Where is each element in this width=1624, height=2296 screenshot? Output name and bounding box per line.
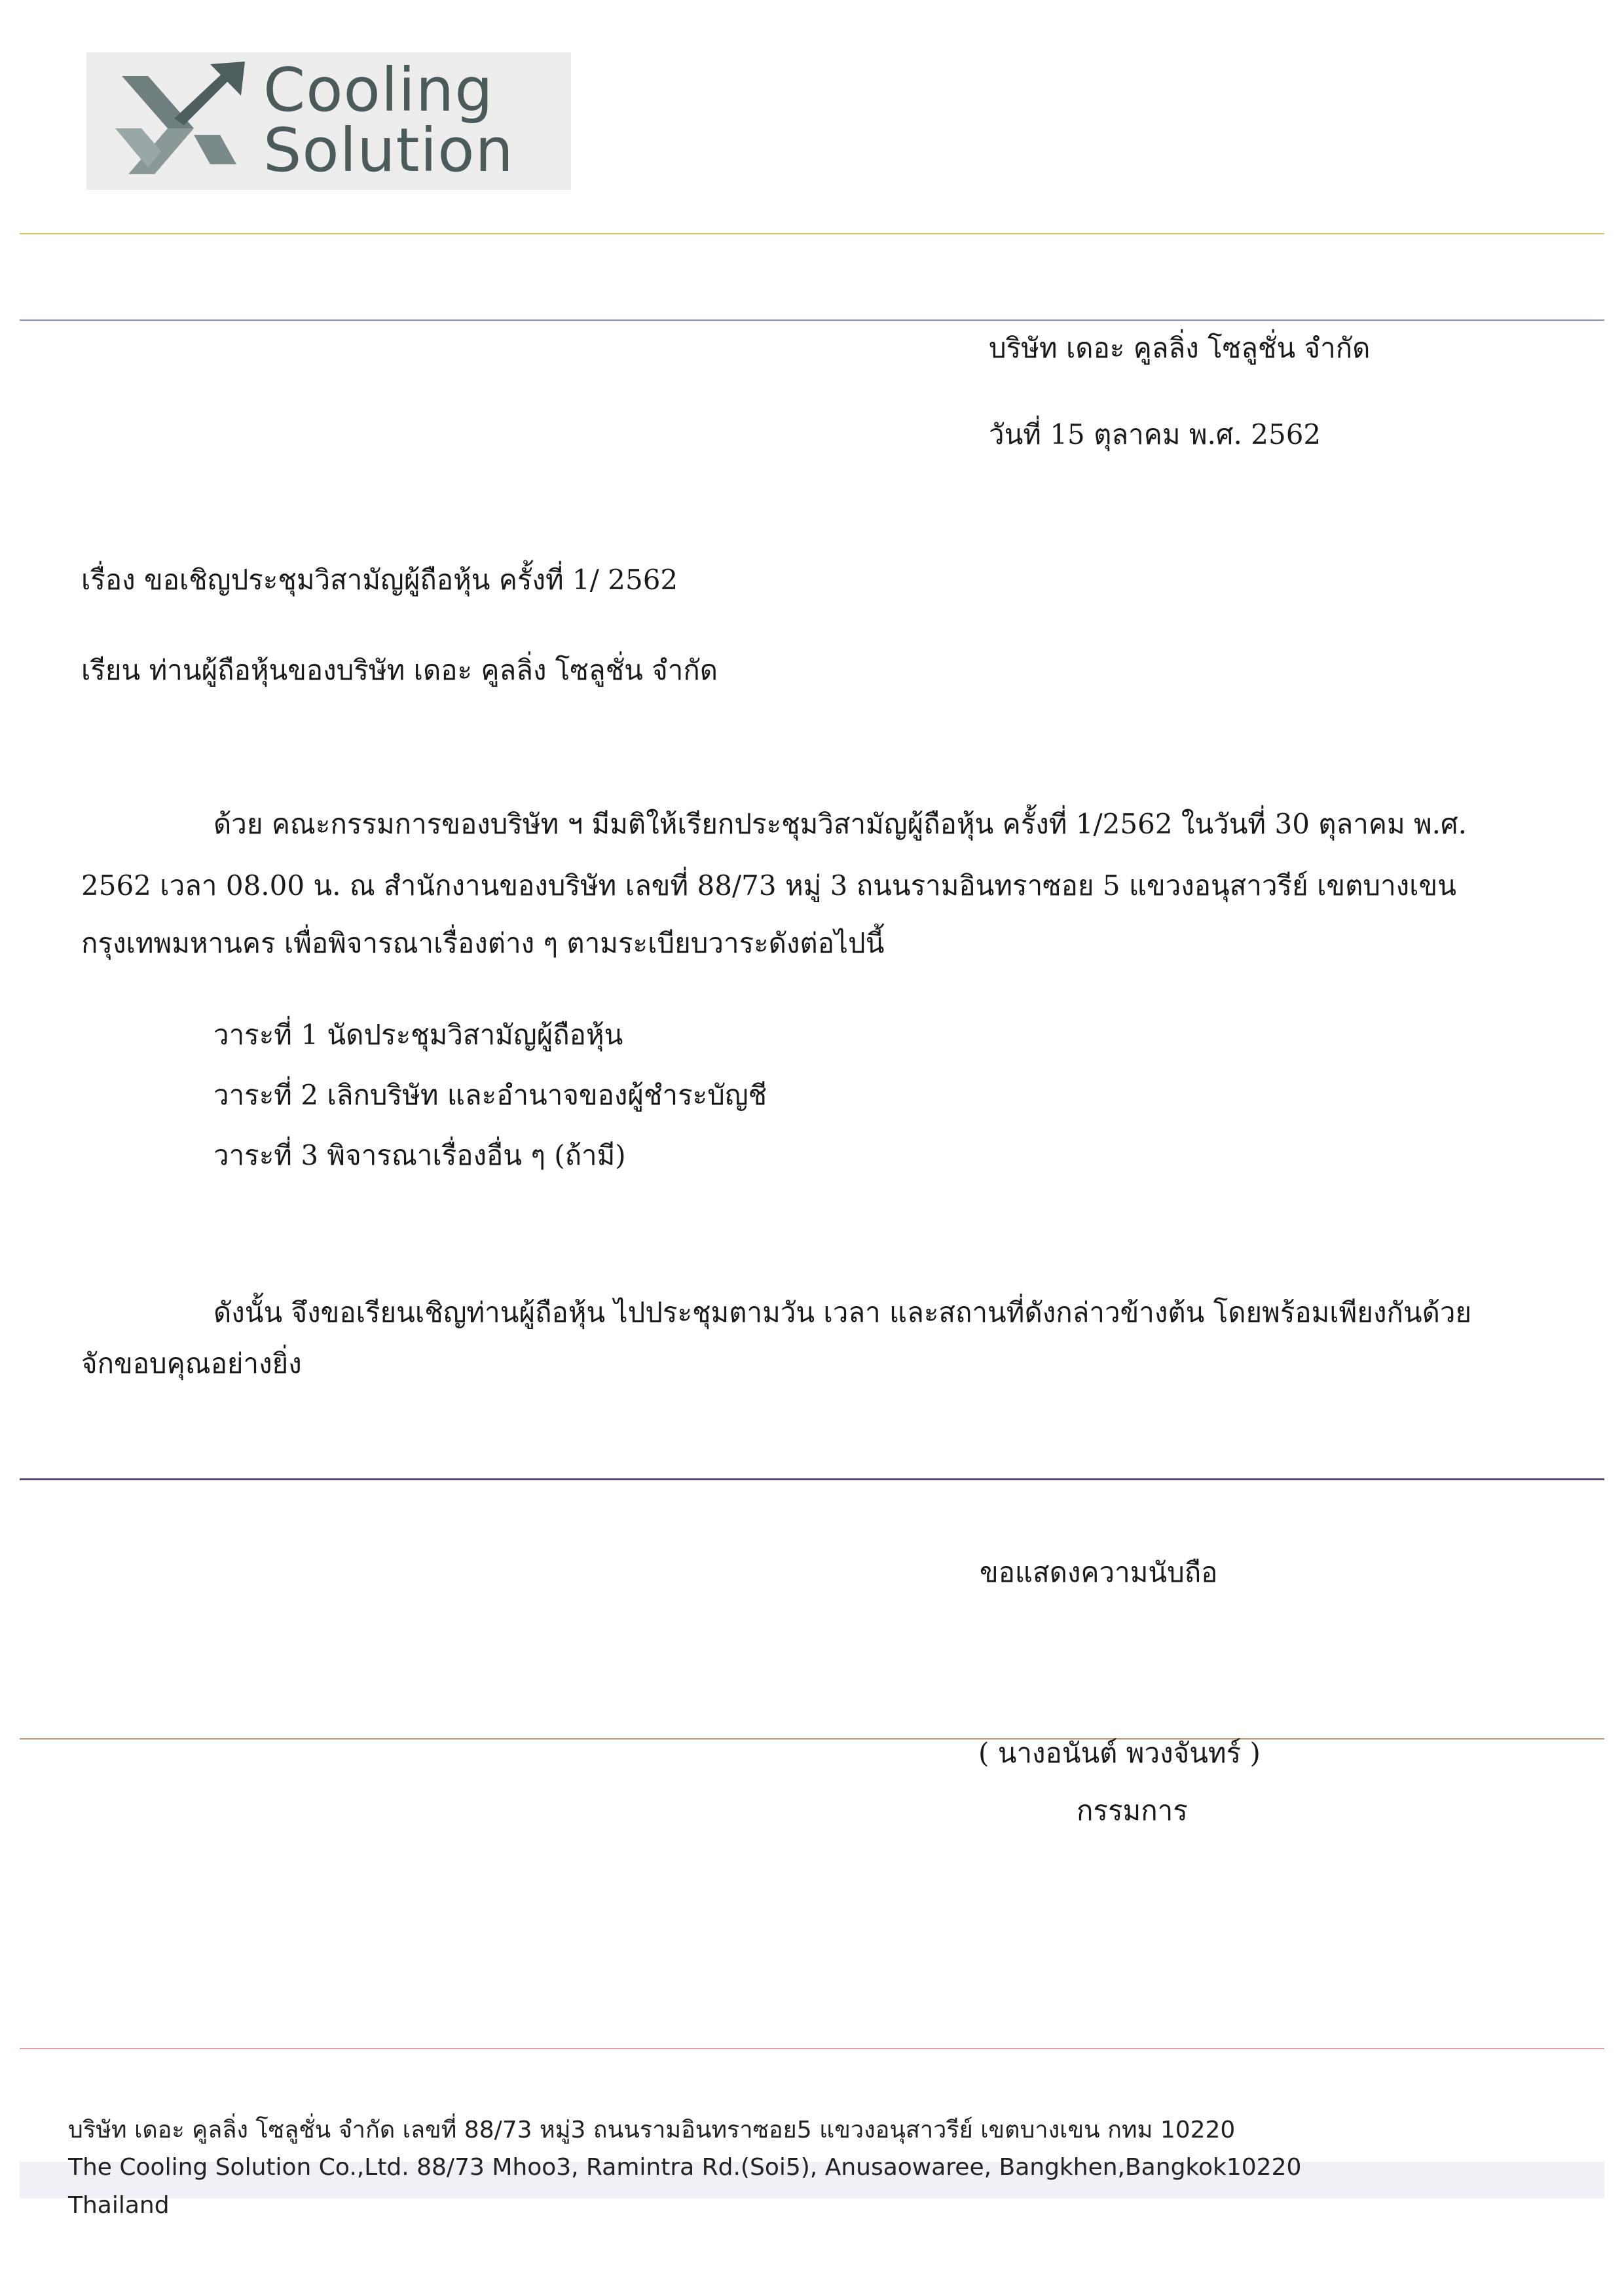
signer-name: ( นางอนันต์ พวงจันทร์ ) bbox=[978, 1737, 1261, 1769]
logo-word-solution: Solution bbox=[263, 115, 514, 185]
body-paragraph-line: ด้วย คณะกรรมการของบริษัท ฯ มีมติให้เรียกประชุมวิสามัญผู้ถือหุ้น ครั้งที่ 1/2562 ในวันที่ 30 ตุลาคม พ.ศ. bbox=[213, 808, 1467, 840]
divider-rule bbox=[20, 319, 1604, 321]
company-logo bbox=[86, 52, 571, 190]
agenda-item: วาระที่ 3 พิจารณาเรื่องอื่น ๆ (ถ้ามี) bbox=[213, 1139, 626, 1171]
divider-rule bbox=[20, 1738, 1604, 1740]
divider-rule bbox=[20, 1478, 1604, 1480]
agenda-item: วาระที่ 1 นัดประชุมวิสามัญผู้ถือหุ้น bbox=[213, 1019, 623, 1051]
closing-paragraph-line: จักขอบคุณอย่างยิ่ง bbox=[81, 1347, 302, 1379]
letter-date: วันที่ 15 ตุลาคม พ.ศ. 2562 bbox=[989, 418, 1321, 450]
footer-address-thai: บริษัท เดอะ คูลลิ่ง โซลูชั่น จำกัด เลขที่ 88/73 หมู่3 ถนนรามอินทราซอย5 แขวงอนุสาวรีย์ เขตบางเขน กทม 10220 bbox=[68, 2117, 1236, 2143]
footer-address-country: Thailand bbox=[68, 2192, 170, 2219]
logo-word-cooling: Cooling bbox=[263, 55, 494, 125]
letter-recipient: เรียน ท่านผู้ถือหุ้นของบริษัท เดอะ คูลลิ่ง โซลูชั่น จำกัด bbox=[81, 654, 718, 686]
company-name-header: บริษัท เดอะ คูลลิ่ง โซลูชั่น จำกัด bbox=[989, 332, 1371, 364]
signer-title: กรรมการ bbox=[1077, 1795, 1188, 1827]
letter-subject: เรื่อง ขอเชิญประชุมวิสามัญผู้ถือหุ้น ครั้งที่ 1/ 2562 bbox=[81, 564, 678, 596]
body-paragraph-line: 2562 เวลา 08.00 น. ณ สำนักงานของบริษัท เลขที่ 88/73 หมู่ 3 ถนนรามอินทราซอย 5 แขวงอนุสาวรีย์ เขตบางเขน bbox=[81, 869, 1456, 902]
agenda-item: วาระที่ 2 เลิกบริษัท และอำนาจของผู้ชำระบัญชี bbox=[213, 1079, 767, 1111]
cooling-arrow-logo-icon bbox=[96, 56, 259, 187]
closing-paragraph-line: ดังนั้น จึงขอเรียนเชิญท่านผู้ถือหุ้น ไปประชุมตามวัน เวลา และสถานที่ดังกล่าวข้างต้น โดยพร้อมเพียงกันด้วย bbox=[213, 1296, 1472, 1328]
footer-address-english: The Cooling Solution Co.,Ltd. 88/73 Mhoo3, Ramintra Rd.(Soi5), Anusaowaree, Bangkhen,Bangkok10220 bbox=[68, 2154, 1302, 2181]
divider-rule bbox=[20, 2048, 1604, 2049]
divider-rule bbox=[20, 233, 1604, 234]
body-paragraph-line: กรุงเทพมหานคร เพื่อพิจารณาเรื่องต่าง ๆ ตามระเบียบวาระดังต่อไปนี้ bbox=[81, 927, 885, 959]
closing-regards: ขอแสดงความนับถือ bbox=[980, 1556, 1218, 1588]
